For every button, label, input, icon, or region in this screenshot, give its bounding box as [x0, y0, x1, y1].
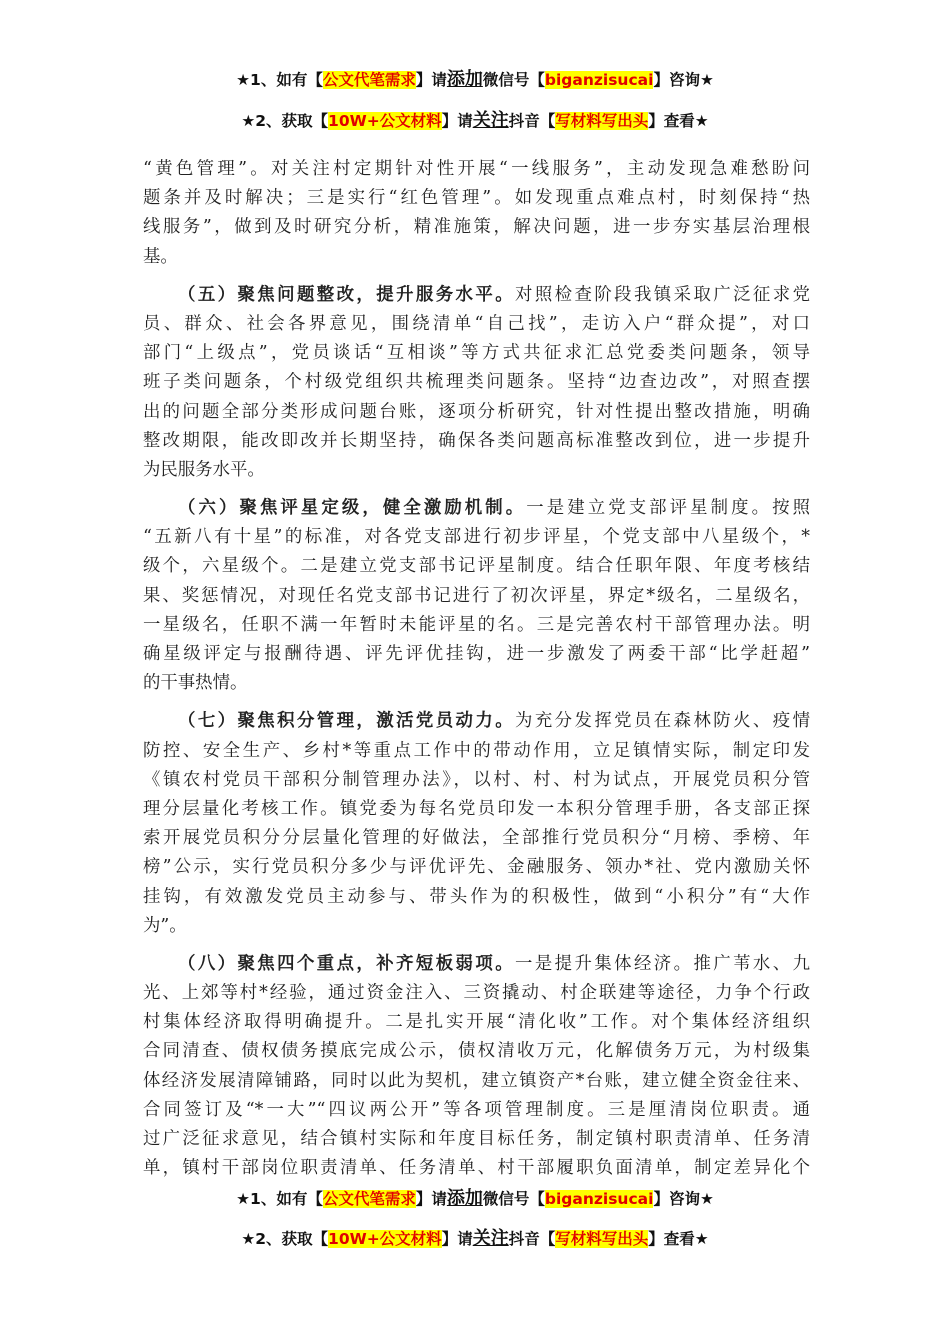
text-line: 线服务”，做到及时研究分析，精准施策，解决问题，进一步夯实基层治理根: [143, 217, 810, 238]
text-line: 出的问题全部分类形成问题台账，逐项分析研究，针对性提出整改措施，明确: [143, 401, 810, 422]
text-span: 一是建立党支部评星制度。按照: [526, 498, 810, 519]
banner-text: 】请: [441, 1230, 473, 1248]
header-line-2: [0, 109, 950, 133]
banner-highlight: 公文代笔需求: [322, 1190, 416, 1208]
text-line: 合同签订及“*一大”“四议两公开”等各项管理制度。三是厘清岗位职责。通: [143, 1099, 810, 1120]
text-line: 理分层量化考核工作。镇党委为每名党员印发一本积分管理手册，各支部正探: [143, 798, 810, 819]
section-heading: （七）聚焦积分管理，激活党员动力。: [178, 711, 516, 732]
banner-text: 】请: [415, 71, 447, 89]
text-line: 合同清查、债权债务摸底完成公示，债权清收万元，化解债务万元，为村级集: [143, 1041, 810, 1062]
banner-highlight: 10W+公文材料: [328, 1230, 442, 1248]
text-line: 员、群众、社会各界意见，围绕清单“自己找”，走访入户“群众提”，对口: [143, 313, 810, 334]
paragraph-section-7: [143, 707, 810, 941]
paragraph-continuation: [143, 155, 810, 272]
banner-underlined: 关注: [472, 1228, 509, 1249]
document-body: [143, 155, 810, 1192]
text-line: [143, 494, 810, 523]
paragraph-section-6: [143, 494, 810, 698]
paragraph-section-8: [143, 950, 810, 1184]
text-line: 防控、安全生产、乡村*等重点工作中的带动作用，立足镇情实际，制定印发: [143, 740, 810, 761]
banner-underlined: 添加: [446, 1188, 483, 1209]
banner-underlined: 关注: [472, 110, 509, 131]
banner-text: 抖音【: [508, 112, 556, 130]
section-heading: （五）聚焦问题整改，提升服务水平。: [178, 284, 516, 305]
text-span: 为充分发挥党员在森林防火、疫情: [515, 711, 810, 732]
banner-text: ★2、获取【: [241, 112, 329, 130]
paragraph-section-5: [143, 281, 810, 485]
wechat-id-highlight: biganzisucai: [544, 71, 654, 89]
section-heading: （六）聚焦评星定级，健全激励机制。: [178, 498, 527, 519]
text-line: 基。: [143, 246, 178, 267]
text-line: 部门“上级点”，党员谈话“互相谈”等方式共征求汇总党委类问题条，领导: [143, 343, 810, 364]
text-span: 一是提升集体经济。推广苇水、九: [515, 953, 810, 974]
text-line: 村集体经济取得明确提升。二是扎实开展“清化收”工作。对个集体经济组织: [143, 1012, 810, 1033]
footer-line-2: [0, 1227, 950, 1251]
douyin-account-highlight: 写材料写出头: [555, 112, 649, 130]
header-line-1: [0, 68, 950, 92]
banner-text: 微信号【: [482, 71, 545, 89]
text-line: 《镇农村党员干部积分制管理办法》，以村、村、村为试点，开展党员积分管: [143, 769, 810, 790]
banner-text: 】请: [441, 112, 473, 130]
text-line: 单，镇村干部岗位职责清单、任务清单、村干部履职负面清单，制定差异化个: [143, 1158, 810, 1179]
banner-underlined: 添加: [446, 69, 483, 90]
banner-highlight: 10W+公文材料: [328, 112, 442, 130]
text-line: 为”。: [143, 915, 187, 936]
text-span: 对照检查阶段我镇采取广泛征求党: [515, 284, 810, 305]
text-line: 题条并及时解决；三是实行“红色管理”。如发现重点难点村，时刻保持“热: [143, 188, 810, 209]
text-line: 体经济发展清障铺路，同时以此为契机，建立镇资产*台账，建立健全资金往来、: [143, 1070, 810, 1091]
text-line: [143, 950, 810, 979]
banner-text: ★1、如有【: [236, 1190, 323, 1208]
footer-line-1: [0, 1187, 950, 1211]
douyin-account-highlight: 写材料写出头: [555, 1230, 649, 1248]
text-line: 整改期限，能改即改并长期坚持，确保各类问题高标准整改到位，进一步提升: [143, 430, 810, 451]
banner-text: 】咨询★: [653, 71, 714, 89]
banner-text: 抖音【: [508, 1230, 556, 1248]
banner-text: 】查看★: [648, 112, 709, 130]
text-line: [143, 707, 810, 736]
text-line: 确星级评定与报酬待遇、评先评优挂钩，进一步激发了两委干部“比学赶超”: [143, 644, 810, 664]
banner-text: ★1、如有【: [236, 71, 323, 89]
text-line: 一星级名，任职不满一年暂时未能评星的名。三是完善农村干部管理办法。明: [143, 614, 810, 635]
text-line: “黄色管理”。对关注村定期针对性开展“一线服务”，主动发现急难愁盼问: [143, 159, 810, 179]
text-line: 榜”公示，实行党员积分多少与评优评先、金融服务、领办*社、党内激励关怀: [143, 857, 810, 878]
banner-text: 】请: [415, 1190, 447, 1208]
banner-text: 】查看★: [648, 1230, 709, 1248]
text-line: 级个，六星级个。二是建立党支部书记评星制度。结合任职年限、年度考核结: [143, 556, 810, 577]
text-line: 过广泛征求意见，结合镇村实际和年度目标任务，制定镇村职责清单、任务清: [143, 1129, 810, 1149]
text-line: 的干事热情。: [143, 673, 248, 694]
banner-text: 】咨询★: [653, 1190, 714, 1208]
text-line: [143, 281, 810, 310]
wechat-id-highlight: biganzisucai: [544, 1190, 654, 1208]
text-line: 索开展党员积分分层量化管理的好做法，全部推行党员积分“月榜、季榜、年: [143, 828, 810, 849]
banner-highlight: 公文代笔需求: [322, 71, 416, 89]
text-line: 果、奖惩情况，对现任名党支部书记进行了初次评星，界定*级名，二星级名，: [143, 585, 810, 606]
text-line: 光、上郊等村*经验，通过资金注入、三资撬动、村企联建等途径，力争个行政: [143, 983, 810, 1004]
banner-text: ★2、获取【: [241, 1230, 329, 1248]
banner-text: 微信号【: [482, 1190, 545, 1208]
text-line: “五新八有十星”的标准，对各党支部进行初步评星，个党支部中八星级个，*: [143, 527, 810, 548]
text-line: 为民服务水平。: [143, 459, 265, 480]
section-heading: （八）聚焦四个重点，补齐短板弱项。: [178, 953, 516, 974]
text-line: 班子类问题条，个村级党组织共梳理类问题条。坚持“边查边改”，对照查摆: [143, 372, 810, 393]
text-line: 挂钩，有效激发党员主动参与、带头作为的积极性，做到“小积分”有“大作: [143, 886, 810, 907]
